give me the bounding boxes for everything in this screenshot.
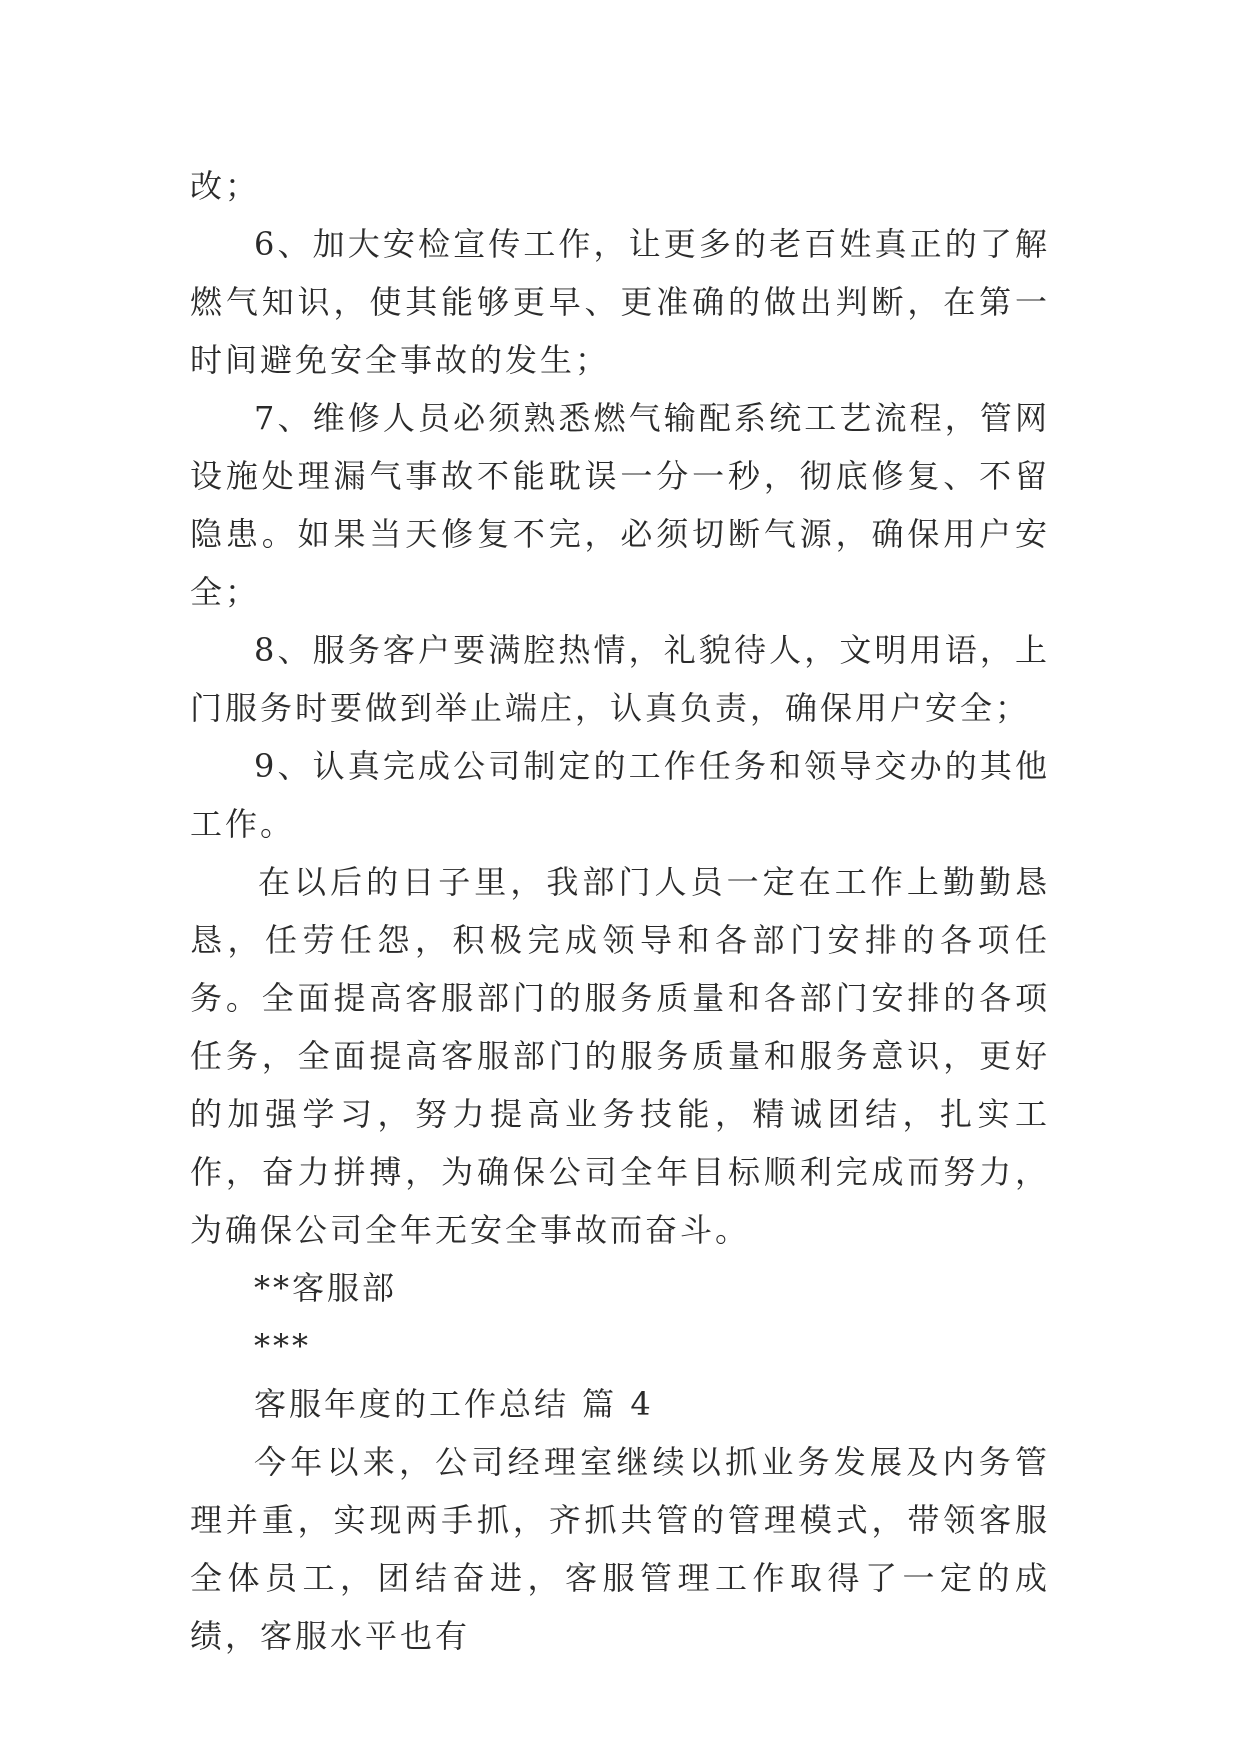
signature-department: **客服部 (254, 1269, 398, 1307)
signature-name: *** (254, 1327, 311, 1365)
paragraph-closing: 在以后的日子里，我部门人员一定在工作上勤勤恳恳，任劳任怨，积极完成领导和各部门安排的各项任务。全面提高客服部门的服务质量和各部门安排的各项任务，全面提高客服部门的服务质量和服务意识，更好的加强学习，努力提高业务技能，精诚团结，扎实工作，奋力拼搏，为确保公司全年目标顺利完成而努力，为确保公司全年无安全事故而奋斗。 (190, 863, 1050, 1249)
paragraph-item-6: 6、加大安检宣传工作，让更多的老百姓真正的了解燃气知识，使其能够更早、更准确的做出判断，在第一时间避免安全事故的发生； (190, 225, 1050, 379)
paragraph-section-intro: 今年以来，公司经理室继续以抓业务发展及内务管理并重，实现两手抓，齐抓共管的管理模式，带领客服全体员工，团结奋进，客服管理工作取得了一定的成绩，客服水平也有 (190, 1443, 1050, 1655)
paragraph-item-7: 7、维修人员必须熟悉燃气输配系统工艺流程，管网设施处理漏气事故不能耽误一分一秒，彻底修复、不留隐患。如果当天修复不完，必须切断气源，确保用户安全； (190, 399, 1050, 611)
paragraph-continuation: 改； (190, 167, 261, 205)
section-title: 客服年度的工作总结 篇 4 (254, 1385, 654, 1423)
document-body (190, 157, 1050, 1665)
paragraph-item-9: 9、认真完成公司制定的工作任务和领导交办的其他工作。 (190, 747, 1050, 843)
paragraph-item-8: 8、服务客户要满腔热情，礼貌待人，文明用语，上门服务时要做到举止端庄，认真负责，确保用户安全； (190, 631, 1050, 727)
